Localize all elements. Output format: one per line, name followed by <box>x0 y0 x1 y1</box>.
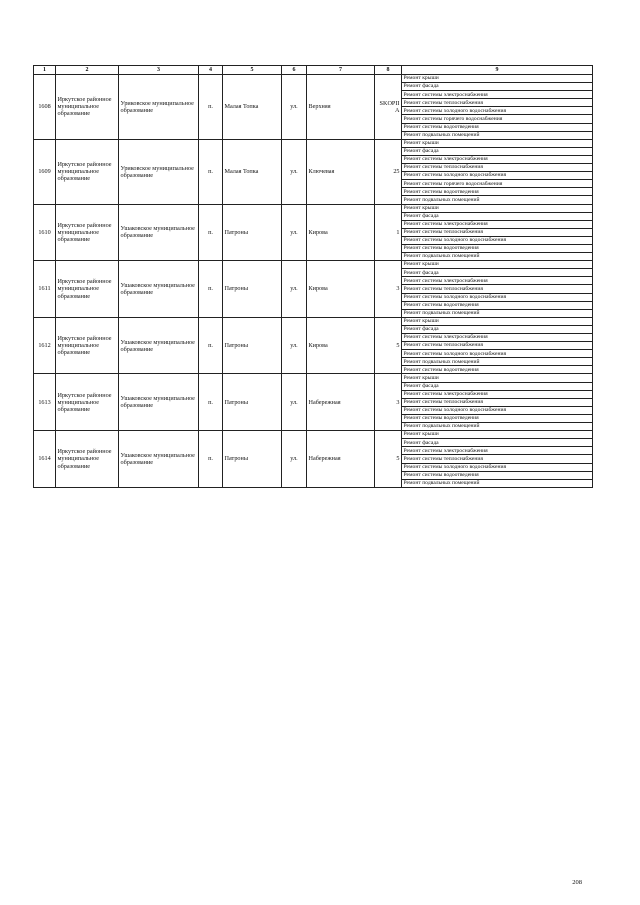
table-row <box>34 431 593 439</box>
table-row <box>34 261 593 269</box>
repair-work-cell: Ремонт системы водоотведения <box>402 123 593 131</box>
header-cell: 3 <box>119 66 199 75</box>
header-row <box>34 66 593 75</box>
district-cell: Иркутское районное муниципальное образование <box>56 139 119 204</box>
street-type-cell: ул. <box>282 204 307 261</box>
street-type-cell: ул. <box>282 261 307 318</box>
repair-work-cell: Ремонт системы теплоснабжения <box>402 228 593 236</box>
repair-work-cell: Ремонт фасада <box>402 325 593 333</box>
municipality-cell: Ушаковское муниципальное образование <box>119 204 199 261</box>
district-cell: Иркутское районное муниципальное образование <box>56 374 119 431</box>
repair-work-cell: Ремонт системы холодного водоснабжения <box>402 406 593 414</box>
repair-work-cell: Ремонт крыши <box>402 317 593 325</box>
row-number-cell: 1614 <box>34 431 56 488</box>
repair-work-cell: Ремонт подвальных помещений <box>402 479 593 487</box>
repair-work-cell: Ремонт системы теплоснабжения <box>402 455 593 463</box>
repair-work-cell: Ремонт крыши <box>402 431 593 439</box>
repair-work-cell: Ремонт крыши <box>402 261 593 269</box>
repair-work-cell: Ремонт системы теплоснабжения <box>402 164 593 172</box>
settlement-cell: Патроны <box>223 204 282 261</box>
district-cell: Иркутское районное муниципальное образование <box>56 431 119 488</box>
table-row <box>34 139 593 147</box>
table-row <box>34 317 593 325</box>
repair-work-cell: Ремонт системы водоотведения <box>402 414 593 422</box>
repair-work-cell: Ремонт фасада <box>402 147 593 155</box>
street-type-cell: ул. <box>282 374 307 431</box>
district-cell: Иркутское районное муниципальное образование <box>56 317 119 374</box>
repair-work-cell: Ремонт системы водоотведения <box>402 244 593 252</box>
table-row <box>34 204 593 212</box>
settlement-cell: Патроны <box>223 431 282 488</box>
repair-work-cell: Ремонт системы электроснабжения <box>402 334 593 342</box>
table-row <box>34 75 593 83</box>
street-cell: Кирова <box>307 317 375 374</box>
repair-work-cell: Ремонт подвальных помещений <box>402 423 593 431</box>
header-cell: 8 <box>375 66 402 75</box>
municipality-cell: Уриковское муниципальное образование <box>119 75 199 140</box>
repair-work-cell: Ремонт фасада <box>402 83 593 91</box>
settlement-cell: Малая Топка <box>223 139 282 204</box>
row-number-cell: 1608 <box>34 75 56 140</box>
repair-work-cell: Ремонт крыши <box>402 374 593 382</box>
street-cell: Верхняя <box>307 75 375 140</box>
municipality-cell: Уриковское муниципальное образование <box>119 139 199 204</box>
house-number-cell: 1 <box>375 204 402 261</box>
repair-work-cell: Ремонт крыши <box>402 75 593 83</box>
header-cell: 5 <box>223 66 282 75</box>
repair-work-cell: Ремонт фасада <box>402 439 593 447</box>
repair-work-cell: Ремонт системы водоотведения <box>402 301 593 309</box>
repair-work-cell: Ремонт фасада <box>402 212 593 220</box>
repair-work-cell: Ремонт подвальных помещений <box>402 253 593 261</box>
district-cell: Иркутское районное муниципальное образование <box>56 75 119 140</box>
row-number-cell: 1610 <box>34 204 56 261</box>
repair-work-cell: Ремонт подвальных помещений <box>402 131 593 139</box>
municipality-cell: Ушаковское муниципальное образование <box>119 431 199 488</box>
repair-work-cell: Ремонт системы электроснабжения <box>402 277 593 285</box>
settlement-cell: Патроны <box>223 261 282 318</box>
repair-work-cell: Ремонт системы горячего водоснабжения <box>402 115 593 123</box>
header-cell: 6 <box>282 66 307 75</box>
settlement-type-cell: п. <box>199 374 223 431</box>
table-body <box>34 75 593 488</box>
repair-work-cell: Ремонт системы теплоснабжения <box>402 99 593 107</box>
row-number-cell: 1611 <box>34 261 56 318</box>
street-cell: Ключевая <box>307 139 375 204</box>
repair-work-cell: Ремонт системы водоотведения <box>402 366 593 374</box>
repair-work-cell: Ремонт системы холодного водоснабжения <box>402 463 593 471</box>
header-cell: 1 <box>34 66 56 75</box>
street-type-cell: ул. <box>282 139 307 204</box>
repair-work-cell: Ремонт системы холодного водоснабжения <box>402 293 593 301</box>
repair-work-cell: Ремонт фасада <box>402 269 593 277</box>
repair-work-cell: Ремонт подвальных помещений <box>402 196 593 204</box>
house-number-cell: 25 <box>375 139 402 204</box>
repair-work-cell: Ремонт системы электроснабжения <box>402 155 593 163</box>
settlement-cell: Малая Топка <box>223 75 282 140</box>
house-number-cell: 5 <box>375 317 402 374</box>
settlement-type-cell: п. <box>199 204 223 261</box>
repair-work-cell: Ремонт системы электроснабжения <box>402 447 593 455</box>
street-cell: Набережная <box>307 374 375 431</box>
repair-work-cell: Ремонт системы холодного водоснабжения <box>402 172 593 180</box>
header-cell: 2 <box>56 66 119 75</box>
row-number-cell: 1612 <box>34 317 56 374</box>
repair-work-cell: Ремонт системы водоотведения <box>402 471 593 479</box>
row-number-cell: 1609 <box>34 139 56 204</box>
settlement-cell: Патроны <box>223 317 282 374</box>
repair-work-cell: Ремонт системы водоотведения <box>402 188 593 196</box>
municipality-cell: Ушаковское муниципальное образование <box>119 261 199 318</box>
street-type-cell: ул. <box>282 317 307 374</box>
settlement-type-cell: п. <box>199 139 223 204</box>
housing-repair-table <box>33 65 593 488</box>
repair-work-cell: Ремонт системы теплоснабжения <box>402 285 593 293</box>
repair-work-cell: Ремонт системы теплоснабжения <box>402 398 593 406</box>
row-number-cell: 1613 <box>34 374 56 431</box>
page-number: 208 <box>572 879 582 886</box>
repair-work-cell: Ремонт подвальных помещений <box>402 309 593 317</box>
repair-work-cell: Ремонт системы холодного водоснабжения <box>402 350 593 358</box>
district-cell: Иркутское районное муниципальное образование <box>56 204 119 261</box>
settlement-type-cell: п. <box>199 75 223 140</box>
repair-work-cell: Ремонт фасада <box>402 382 593 390</box>
settlement-type-cell: п. <box>199 261 223 318</box>
repair-work-cell: Ремонт системы электроснабжения <box>402 220 593 228</box>
table-row <box>34 374 593 382</box>
settlement-type-cell: п. <box>199 431 223 488</box>
settlement-cell: Патроны <box>223 374 282 431</box>
repair-work-cell: Ремонт системы холодного водоснабжения <box>402 107 593 115</box>
repair-work-cell: Ремонт системы холодного водоснабжения <box>402 236 593 244</box>
header-cell: 7 <box>307 66 375 75</box>
repair-work-cell: Ремонт системы горячего водоснабжения <box>402 180 593 188</box>
municipality-cell: Ушаковское муниципальное образование <box>119 374 199 431</box>
repair-work-cell: Ремонт крыши <box>402 139 593 147</box>
street-cell: Кирова <box>307 204 375 261</box>
repair-work-cell: Ремонт системы теплоснабжения <box>402 342 593 350</box>
settlement-type-cell: п. <box>199 317 223 374</box>
repair-work-cell: Ремонт системы электроснабжения <box>402 390 593 398</box>
repair-work-cell: Ремонт подвальных помещений <box>402 358 593 366</box>
street-type-cell: ул. <box>282 75 307 140</box>
street-cell: Набережная <box>307 431 375 488</box>
repair-work-cell: Ремонт системы электроснабжения <box>402 91 593 99</box>
header-cell: 9 <box>402 66 593 75</box>
repair-work-cell: Ремонт крыши <box>402 204 593 212</box>
house-number-cell: 3 <box>375 374 402 431</box>
house-number-cell: SKOPII A <box>375 75 402 140</box>
street-type-cell: ул. <box>282 431 307 488</box>
district-cell: Иркутское районное муниципальное образование <box>56 261 119 318</box>
street-cell: Кирова <box>307 261 375 318</box>
house-number-cell: 3 <box>375 261 402 318</box>
municipality-cell: Ушаковское муниципальное образование <box>119 317 199 374</box>
house-number-cell: 5 <box>375 431 402 488</box>
header-cell: 4 <box>199 66 223 75</box>
